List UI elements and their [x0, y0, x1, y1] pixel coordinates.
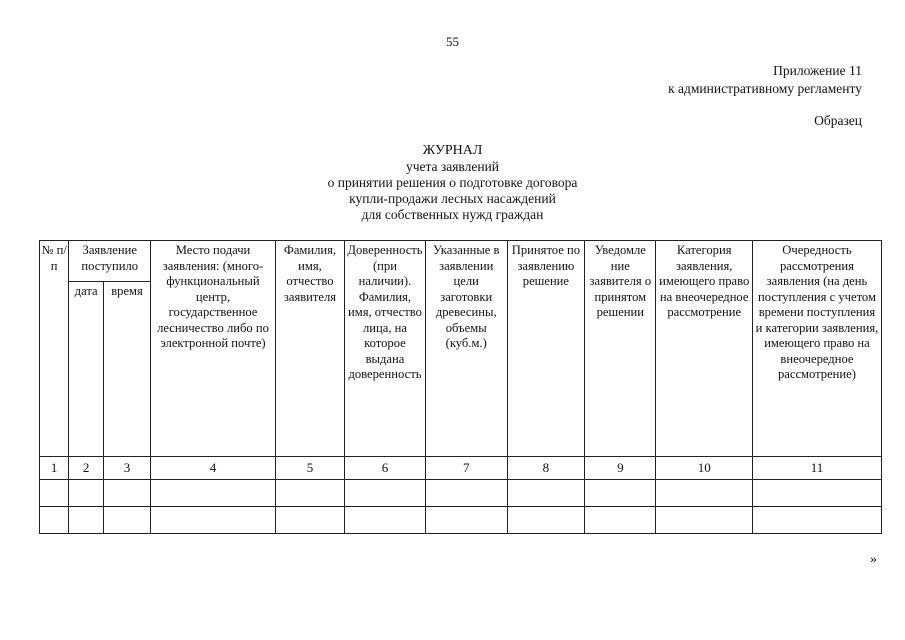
appendix-reference — [668, 62, 862, 98]
empty-cell[interactable] — [275, 480, 344, 507]
column-number: 9 — [585, 457, 656, 480]
header-queue-order: Очередность рассмотрения заявления (на день поступления с учетом времени поступления и категории заявления, имеющего право на внеочередное рассмотрение) — [752, 241, 881, 457]
header-row-1 — [40, 241, 882, 282]
title-line-3: купли-продажи лесных насаждений — [349, 191, 556, 206]
appendix-line-2: к административному регламенту — [668, 81, 862, 96]
header-submission-place: Место подачи заявления: (много-функциональный центр, государственное лесничество либо по электронной почте) — [151, 241, 276, 457]
empty-cell[interactable] — [151, 480, 276, 507]
empty-cell[interactable] — [656, 507, 752, 534]
empty-cell[interactable] — [585, 507, 656, 534]
header-date: дата — [69, 282, 104, 457]
title-line-2: о принятии решения о подготовке договора — [327, 175, 578, 190]
title-main: ЖУРНАЛ — [422, 143, 483, 158]
page-number: 55 — [446, 34, 459, 49]
empty-cell[interactable] — [69, 507, 104, 534]
empty-cell[interactable] — [40, 507, 69, 534]
header-harvest-purpose: Указанные в заявлении цели заготовки древесины, объемы (куб.м.) — [425, 241, 507, 457]
empty-cell[interactable] — [40, 480, 69, 507]
empty-cell[interactable] — [425, 507, 507, 534]
empty-cell[interactable] — [656, 480, 752, 507]
empty-row — [40, 480, 882, 507]
sample-label: Образец — [814, 113, 862, 128]
column-number: 11 — [752, 457, 881, 480]
header-application-received: Заявление поступило — [69, 241, 151, 282]
column-number: 4 — [151, 457, 276, 480]
header-time: время — [103, 282, 150, 457]
header-decision: Принятое по заявлению решение — [507, 241, 585, 457]
column-number: 1 — [40, 457, 69, 480]
empty-cell[interactable] — [69, 480, 104, 507]
column-number-row — [40, 457, 882, 480]
empty-cell[interactable] — [103, 507, 150, 534]
column-number: 10 — [656, 457, 752, 480]
column-number: 3 — [103, 457, 150, 480]
empty-cell[interactable] — [345, 507, 426, 534]
title-line-1: учета заявлений — [405, 159, 500, 174]
empty-cell[interactable] — [585, 480, 656, 507]
empty-cell[interactable] — [752, 507, 881, 534]
column-number: 6 — [345, 457, 426, 480]
closing-quote-mark: » — [870, 552, 877, 567]
empty-cell[interactable] — [151, 507, 276, 534]
header-power-of-attorney: Доверенность (при наличии). Фамилия, имя, отчество лица, на которое выдана доверенность — [345, 241, 426, 457]
appendix-line-1: Приложение 11 — [773, 63, 862, 78]
empty-cell[interactable] — [345, 480, 426, 507]
header-applicant-name: Фамилия, имя, отчество заявителя — [275, 241, 344, 457]
empty-row — [40, 507, 882, 534]
journal-table — [39, 240, 882, 534]
empty-cell[interactable] — [507, 480, 585, 507]
empty-cell[interactable] — [425, 480, 507, 507]
empty-cell[interactable] — [752, 480, 881, 507]
document-title — [0, 143, 905, 223]
column-number: 5 — [275, 457, 344, 480]
header-notification: Уведомле ние заявителя о принятом решении — [585, 241, 656, 457]
column-number: 8 — [507, 457, 585, 480]
column-number: 2 — [69, 457, 104, 480]
title-line-4: для собственных нужд граждан — [361, 207, 544, 222]
empty-cell[interactable] — [507, 507, 585, 534]
header-number: № п/п — [40, 241, 69, 457]
empty-cell[interactable] — [275, 507, 344, 534]
empty-cell[interactable] — [103, 480, 150, 507]
header-category: Категория заявления, имеющего право на внеочередное рассмотрение — [656, 241, 752, 457]
column-number: 7 — [425, 457, 507, 480]
